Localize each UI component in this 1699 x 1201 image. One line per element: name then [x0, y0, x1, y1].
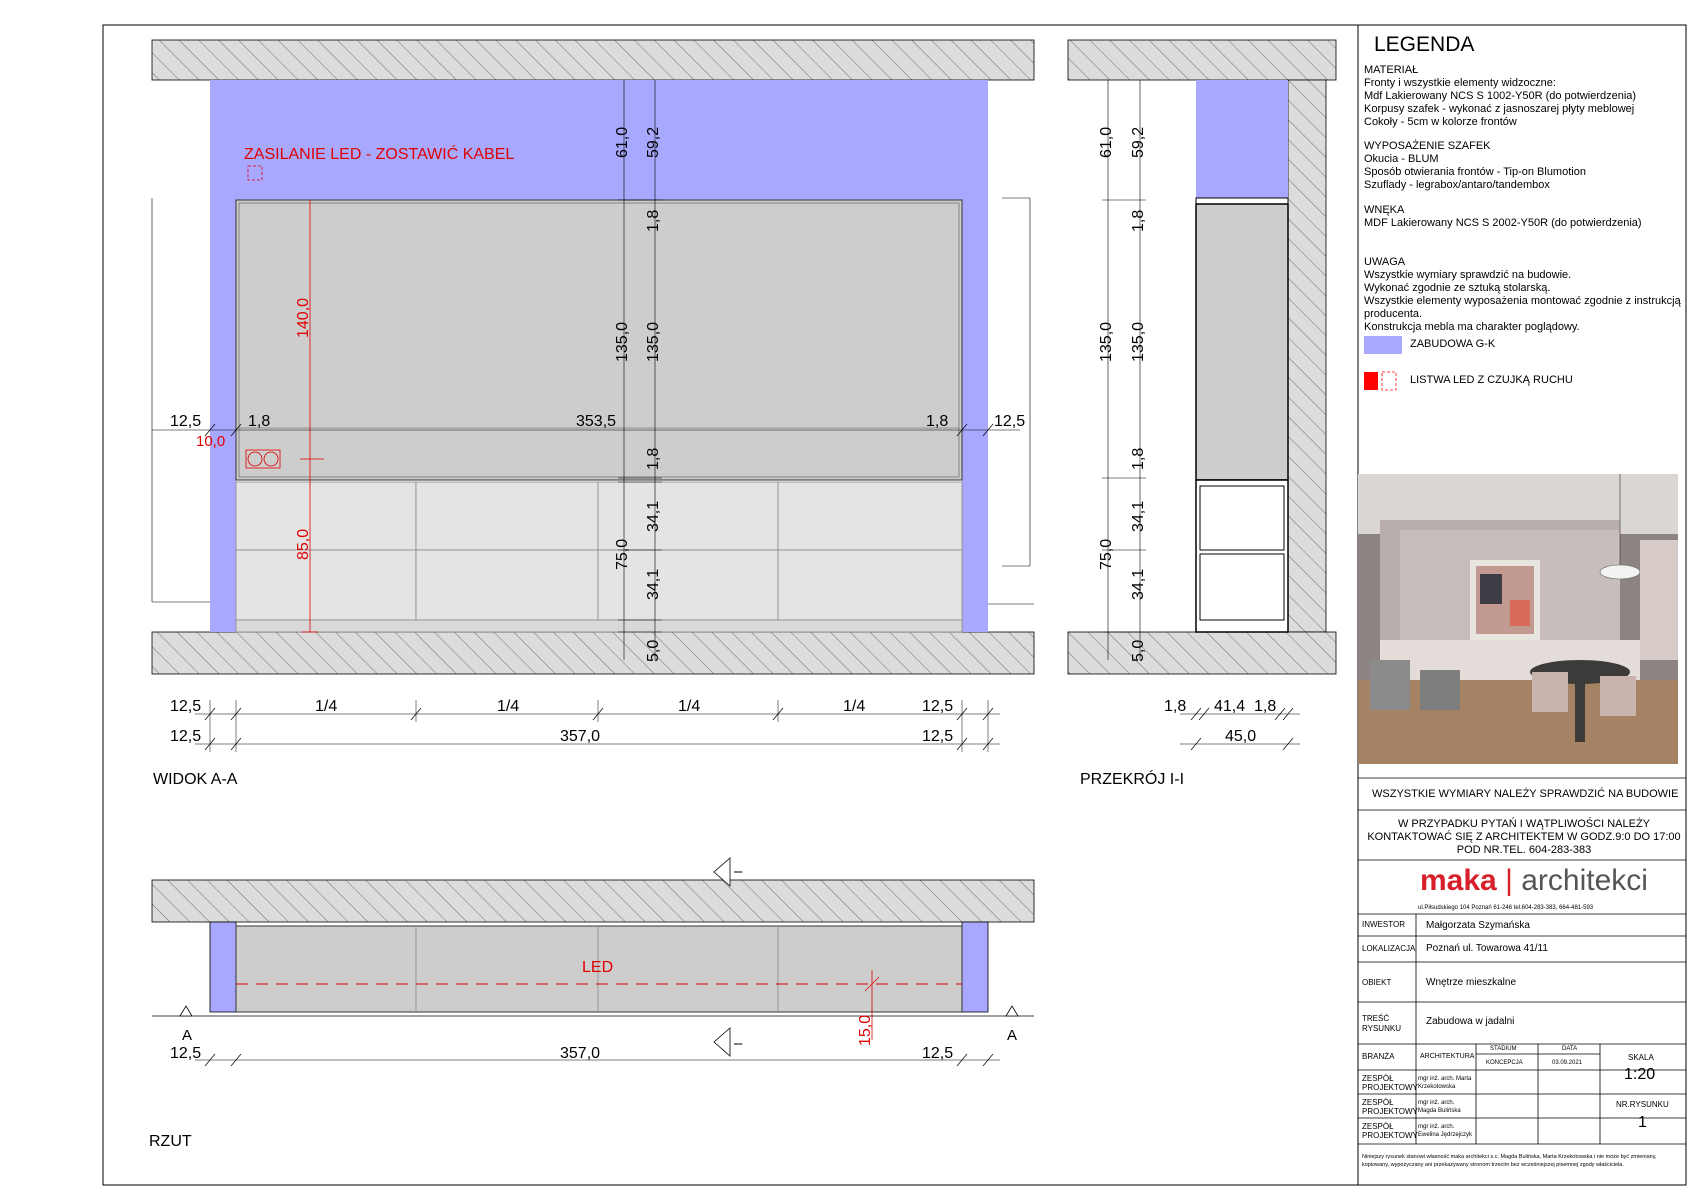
zasilanie-label: ZASILANIE LED - ZOSTAWIĆ KABEL [244, 146, 515, 163]
tb-obiekt-label: OBIEKT [1362, 978, 1392, 987]
dim-1-8-top: 1,8 [645, 209, 662, 232]
section-niche [1196, 204, 1288, 480]
dim-10: 10,0 [196, 433, 226, 450]
sec-dim-1-8-a: 1,8 [1130, 209, 1147, 232]
section-a-left: A [182, 1027, 193, 1044]
dim-34-1-b: 34,1 [645, 568, 662, 600]
tb-skala-label: SKALA [1628, 1053, 1654, 1062]
floor-slab [152, 632, 1034, 674]
sec-dim-61: 61,0 [1098, 126, 1115, 158]
legend-swatch-led [1364, 372, 1378, 390]
tb-tresc: Zabudowa w jadalni [1426, 1016, 1515, 1027]
note-contact-3: POD NR.TEL. 604-283-383 [1456, 844, 1592, 856]
dim-34-1-a: 34,1 [645, 500, 662, 532]
tb-zespol2-label-a: ZESPÓŁ [1362, 1098, 1394, 1107]
sec-dim-75: 75,0 [1098, 538, 1115, 570]
legend-line: Wykonać zgodnie ze sztuką stolarską. [1364, 282, 1551, 294]
minus-bottom: – [734, 1035, 743, 1052]
dim-135-b: 135,0 [645, 321, 662, 362]
sec-dim-5: 5,0 [1130, 639, 1147, 662]
dim-1-8-mid: 1,8 [645, 447, 662, 470]
gk-wall-top [236, 80, 962, 200]
note-contact-2: KONTAKTOWAĆ SIĘ Z ARCHITEKTEM W GODZ.9:0 DO 17:00 [1367, 831, 1681, 843]
dim-61: 61,0 [614, 126, 631, 158]
dim-quarter-4: 1/4 [843, 698, 866, 715]
legend-line: Wszystkie wymiary sprawdzić na budowie. [1364, 269, 1572, 281]
dim-59-2: 59,2 [645, 126, 662, 158]
brand-name-light: architekci [1521, 864, 1648, 897]
tb-nr: 1 [1638, 1114, 1647, 1131]
dim-12-5-b3: 12,5 [170, 728, 202, 745]
note-check: WSZYSTKIE WYMIARY NALEŻY SPRAWDZIĆ NA BUDOWIE [1372, 788, 1679, 800]
tb-data-label: DATA [1562, 1046, 1578, 1052]
dim-135-a: 135,0 [614, 321, 631, 362]
tb-branza: ARCHITEKTURA [1420, 1053, 1475, 1060]
dim-12-5-b2: 12,5 [922, 698, 954, 715]
tb-zespol1-label-b: PROJEKTOWY [1362, 1083, 1418, 1092]
legend-swatch-gk [1364, 336, 1402, 354]
dim-12-5-right: 12,5 [994, 413, 1026, 430]
tb-obiekt: Wnętrze mieszkalne [1426, 977, 1517, 988]
tb-nr-label: NR.RYSUNKU [1616, 1100, 1669, 1109]
sec-dim-41-4: 41,4 [1214, 698, 1246, 715]
brand-logo [1420, 864, 1648, 898]
legend-line: producenta. [1364, 308, 1423, 320]
sec-dim-135-a: 135,0 [1098, 321, 1115, 362]
legend-line: Mdf Lakierowany NCS S 1002-Y50R (do potwierdzenia) [1364, 90, 1637, 102]
dim-353-5: 353,5 [576, 413, 617, 430]
legend-line: Cokoły - 5cm w kolorze frontów [1364, 116, 1517, 128]
dim-5: 5,0 [645, 639, 662, 662]
legend-line: Okucia - BLUM [1364, 153, 1439, 165]
dim-quarter-3: 1/4 [678, 698, 701, 715]
tb-lokalizacja: Poznań ul. Towarowa 41/11 [1426, 943, 1548, 954]
tb-branza-label: BRANŻA [1362, 1052, 1395, 1061]
legend-title: LEGENDA [1374, 33, 1475, 56]
ceiling-slab [152, 40, 1034, 80]
sec-dim-1-8-d: 1,8 [1254, 698, 1277, 715]
section-ceiling [1068, 40, 1336, 80]
legend-line: MDF Lakierowany NCS S 2002-Y50R (do potwierdzenia) [1364, 217, 1642, 229]
sec-dim-135-b: 135,0 [1130, 321, 1147, 362]
dim-12-5-b4: 12,5 [922, 728, 954, 745]
tb-team2-a: mgr inż. arch. [1418, 1100, 1455, 1106]
tb-inwestor-label: INWESTOR [1362, 920, 1405, 929]
brand-address: ul.Piłsudskiego 104 Poznań 61-246 tel.604-283-383, 664-481-593 [1418, 905, 1594, 911]
tb-team3-b: Ewelina Jędrzejczyk [1418, 1132, 1473, 1138]
drawer-grid [236, 482, 962, 632]
minus-top: – [734, 863, 743, 880]
tb-data: 03.09.2021 [1552, 1060, 1583, 1066]
tb-zespol2-label-b: PROJEKTOWY [1362, 1107, 1418, 1116]
view-title-rzut: RZUT [149, 1133, 192, 1150]
plan-dim-12-5-b: 12,5 [922, 1045, 954, 1062]
dim-1-8-right: 1,8 [926, 413, 949, 430]
dim-357: 357,0 [560, 728, 601, 745]
brand-divider: | [1496, 864, 1522, 897]
dim-1-8-left: 1,8 [248, 413, 271, 430]
view-title-przekroj: PRZEKRÓJ I-I [1080, 771, 1185, 788]
tb-stadium: KONCEPCJA [1486, 1060, 1523, 1066]
section-wall [1288, 80, 1326, 632]
tb-zespol3-label-a: ZESPÓŁ [1362, 1122, 1394, 1131]
led-label: LED [582, 959, 614, 976]
render-photo [1358, 474, 1678, 764]
section-marker-bottom [714, 1028, 730, 1056]
sec-dim-34-1-b: 34,1 [1130, 568, 1147, 600]
view-title-widok: WIDOK A-A [153, 771, 238, 788]
sec-dim-1-8-b: 1,8 [1130, 447, 1147, 470]
tb-team2-b: Magda Bulińska [1418, 1108, 1461, 1114]
gk-wall-right [962, 80, 988, 632]
section-gk [1196, 80, 1288, 200]
tb-zespol3-label-b: PROJEKTOWY [1362, 1131, 1418, 1140]
sec-dim-34-1-a: 34,1 [1130, 500, 1147, 532]
tb-zespol1-label-a: ZESPÓŁ [1362, 1074, 1394, 1083]
dim-75: 75,0 [614, 538, 631, 570]
tb-stadium-label: STADIUM [1490, 1046, 1517, 1052]
legend-heading: WNĘKA [1364, 204, 1405, 216]
sec-dim-59-2: 59,2 [1130, 126, 1147, 158]
note-contact-1: W PRZYPADKU PYTAŃ I WĄTPLIWOŚCI NALEŻY [1397, 818, 1650, 830]
legend-item-gk: ZABUDOWA G-K [1410, 338, 1496, 350]
plan-wall [152, 880, 1034, 922]
dim-12-5-b1: 12,5 [170, 698, 202, 715]
tb-tresc-label-2: RYSUNKU [1362, 1024, 1401, 1033]
tb-inwestor: Małgorzata Szymańska [1426, 920, 1530, 931]
dim-quarter-1: 1/4 [315, 698, 338, 715]
tb-team3-a: mgr inż. arch. [1418, 1124, 1455, 1130]
tb-lokalizacja-label: LOKALIZACJA [1362, 944, 1416, 953]
legend-line: Wszystkie elementy wyposażenia montować zgodnie z instrukcją [1364, 295, 1681, 307]
dim-85: 85,0 [295, 528, 312, 560]
dim-quarter-2: 1/4 [497, 698, 520, 715]
dim-15: 15,0 [857, 1014, 874, 1046]
legend-item-led: LISTWA LED Z CZUJKĄ RUCHU [1410, 374, 1573, 386]
dim-140: 140,0 [295, 297, 312, 338]
legend-line: Konstrukcja mebla ma charakter poglądowy. [1364, 321, 1580, 333]
legend-heading: WYPOSAŻENIE SZAFEK [1364, 140, 1491, 152]
tb-skala: 1:20 [1624, 1066, 1656, 1083]
legend-line: Korpusy szafek - wykonać z jasnoszarej płyty meblowej [1364, 103, 1635, 115]
tb-tresc-label-1: TREŚĆ [1362, 1014, 1390, 1023]
section-a-right: A [1007, 1027, 1018, 1044]
legend-line: Fronty i wszystkie elementy widzoczne: [1364, 77, 1556, 89]
tb-team1-a: mgr inż. arch. Marta [1418, 1076, 1472, 1082]
gk-wall-left [210, 80, 236, 632]
tb-copyright-2: kopiowany, wypożyczany ani przekazywany stronom trzecim bez wcześniejszej pisemnej zgody właściciela. [1362, 1162, 1624, 1168]
plan-dim-12-5-a: 12,5 [170, 1045, 202, 1062]
tb-copyright-1: Niniejszy rysunek stanowi własność maka architekci s.c. Magda Bulińska, Marta Krzekotowska i nie może być zmieniany, [1362, 1154, 1657, 1160]
dim-12-5-left: 12,5 [170, 413, 202, 430]
plan-dim-357: 357,0 [560, 1045, 601, 1062]
brand-name-bold: maka [1420, 864, 1497, 897]
legend-heading: MATERIAŁ [1364, 64, 1419, 76]
legend-heading: UWAGA [1364, 256, 1406, 268]
niche-panel [236, 200, 962, 480]
sec-dim-45: 45,0 [1225, 728, 1257, 745]
sec-dim-1-8-c: 1,8 [1164, 698, 1187, 715]
legend-line: Sposób otwierania frontów - Tip-on Blumotion [1364, 166, 1586, 178]
tb-team1-b: Krzekotowska [1418, 1084, 1456, 1090]
legend-line: Szuflady - legrabox/antaro/tandembox [1364, 179, 1550, 191]
